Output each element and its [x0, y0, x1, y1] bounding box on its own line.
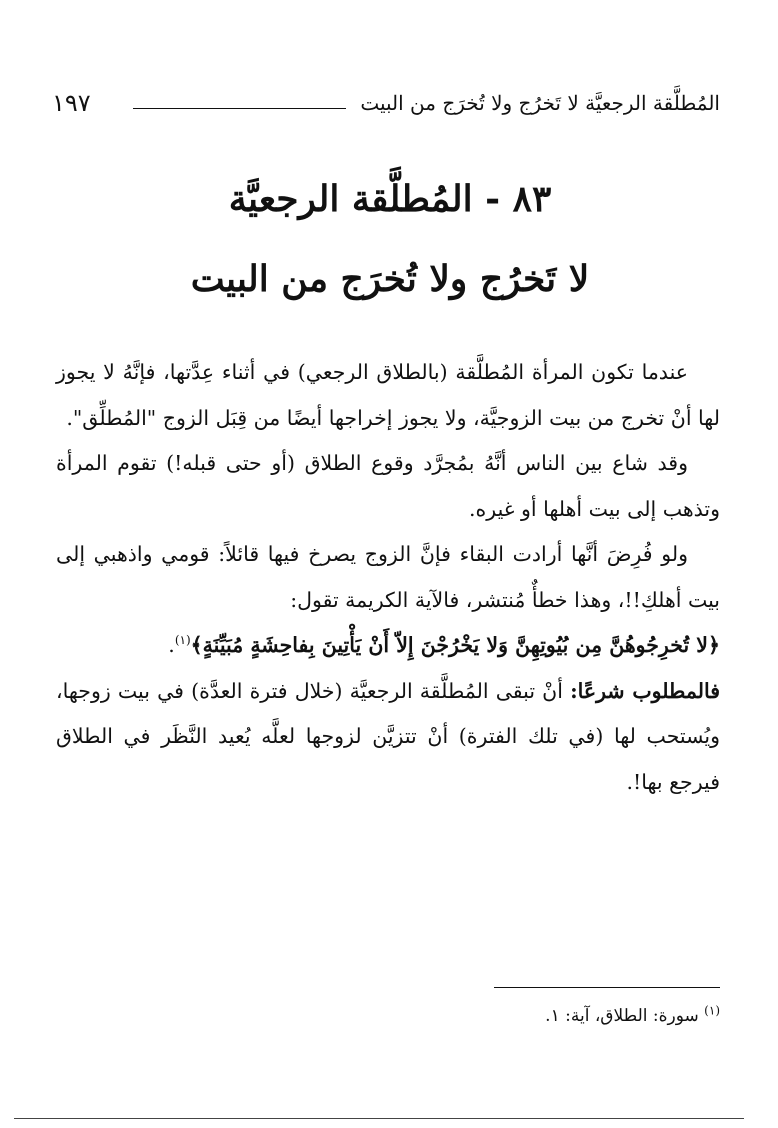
verse-end: .	[168, 633, 175, 657]
chapter-title: ٨٣ - المُطلَّقة الرجعيَّة	[228, 178, 552, 220]
body-text	[56, 350, 720, 805]
footnote-text: سورة: الطلاق، آية: ١.	[545, 1006, 705, 1026]
running-title: المُطلَّقة الرجعيَّة لا تَخرُج ولا تُخرَج من البيت	[360, 91, 720, 115]
footnote-rule	[494, 987, 720, 988]
chapter-subtitle: لا تَخرُج ولا تُخرَج من البيت	[190, 258, 590, 300]
bottom-rule	[14, 1118, 744, 1119]
verse-footnote-ref: (١)	[174, 633, 191, 648]
quran-verse: ﴿لا تُخرِجُوهُنَّ مِن بُيُوتِهِنَّ وَلا يَخْرُجْنَ إِلاّ أَنْ يَأْتِينَ بِفاحِشَةٍ مُبَيِّنَةٍ﴾	[190, 633, 720, 657]
footnote	[220, 1002, 720, 1030]
footnote-marker: (١)	[704, 1003, 720, 1018]
page-number: ١٩٧	[52, 89, 91, 117]
paragraph-1: عندما تكون المرأة المُطلَّقة (بالطلاق الرجعي) في أثناء عِدَّتها، فإنَّهُ لا يجوز لها أنْ تخرج من بيت الزوجيَّة، ولا يجوز إخراجها أيضًا من قِبَل الزوج "المُطلِّق".	[56, 360, 720, 430]
paragraph-4	[56, 669, 720, 806]
header-rule	[133, 108, 347, 109]
paragraph-4-lead: فالمطلوب شرعًا:	[570, 678, 720, 703]
quran-verse-block	[56, 623, 720, 669]
paragraph-3: ولو فُرِضَ أنَّها أرادت البقاء فإنَّ الزوج يصرخ فيها قائلاً: قومي واذهبي إلى بيت أهلكِ!!، وهذا خطأٌ مُنتشر، فالآية الكريمة تقول:	[56, 542, 720, 612]
paragraph-4-text: أنْ تبقى المُطلَّقة الرجعيَّة (خلال فترة العدَّة) في بيت زوجها، ويُستحب لها (في تلك الفترة) أنْ تتزيَّن لزوجها لعلَّه يُعيد النَّظَر في الطلاق فيرجع بها!.	[56, 678, 720, 794]
running-header	[52, 86, 720, 120]
paragraph-2: وقد شاع بين الناس أنَّهُ بمُجرَّد وقوع الطلاق (أو حتى قبله!) تقوم المرأة وتذهب إلى بيت أهلها أو غيره.	[56, 451, 720, 521]
